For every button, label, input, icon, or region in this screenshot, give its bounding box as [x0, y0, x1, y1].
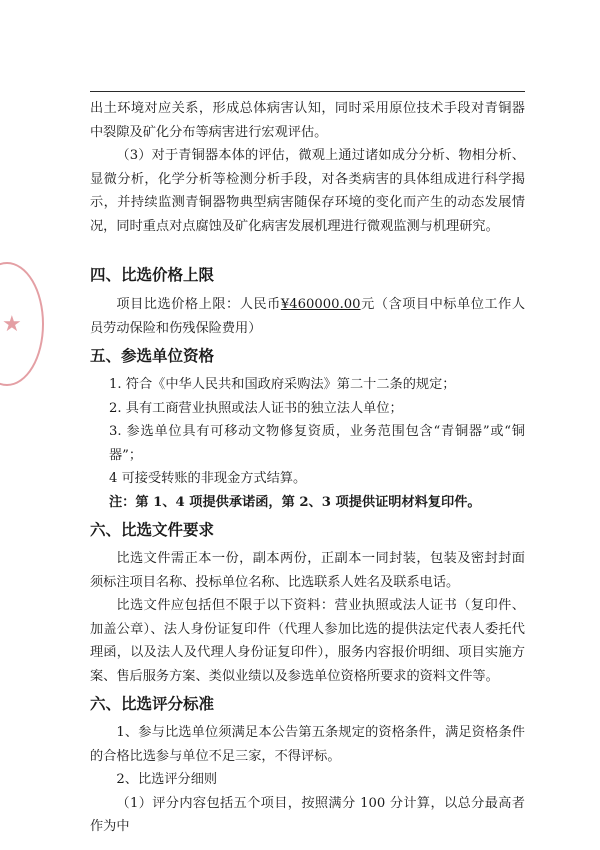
price-text-after: 元（含项目中标单位工作人员劳动保险和伤残保险费用） [90, 297, 526, 336]
document-body [90, 97, 525, 839]
qualification-item-2: 2. 具有工商营业执照或法人证书的独立法人单位； [109, 400, 403, 416]
section-qualification-title: 五、参选单位资格 [90, 347, 215, 365]
section-price-title: 四、比选价格上限 [90, 266, 215, 284]
scoring-item-2: 2、比选评分细则 [116, 772, 218, 787]
section-price-text [90, 293, 525, 340]
qualification-note: 注：第 1、4 项提供承诺函，第 2、3 项提供证明材料复印件。 [109, 494, 481, 510]
scoring-item-1: 1、参与比选单位须满足本公告第五条规定的资格条件，满足资格条件的合格比选参与单位不足三家，不得评标。 [90, 725, 525, 764]
qualification-item-3: 3. 参选单位具有可移动文物修复资质，业务范围包含“青铜器”或“铜器”； [109, 424, 525, 463]
section-docs-title: 六、比选文件要求 [90, 521, 215, 539]
qualification-item-4: 4 可接受转账的非现金方式结算。 [109, 471, 307, 486]
price-amount: ¥460000.00 [280, 297, 361, 312]
scoring-item-2-1: （1）评分内容包括五个项目，按照满分 100 分计算，以总分最高者作为中 [90, 795, 525, 834]
seal-star-icon: ★ [2, 312, 22, 337]
docs-para-2: 比选文件应包括但不限于以下资料：营业执照或法人证书（复印件、加盖公章）、法人身份证复印件（代理人参加比选的提供法定代表人委托代理函，以及法人及代理人身份证复印件），服务内容报价明细、项目实施方案、售后服务方案、类似业绩以及参选单位资格所要求的资料文件等。 [90, 598, 525, 684]
price-text-before: 项目比选价格上限：人民币 [116, 297, 281, 312]
intro-continuation: 出土环境对应关系，形成总体病害认知，同时采用原位技术手段对青铜器中裂隙及矿化分布等病害进行宏观评估。 [90, 101, 525, 140]
docs-para-1: 比选文件需正本一份，副本两份，正副本一同封装，包装及密封封面须标注项目名称、投标单位名称、比选联系人姓名及联系电话。 [90, 551, 525, 590]
qualification-item-1: 1. 符合《中华人民共和国政府采购法》第二十二条的规定； [109, 377, 456, 392]
section-scoring-title: 六、比选评分标准 [90, 695, 215, 713]
header-rule [90, 91, 525, 92]
intro-item-3: （3）对于青铜器本体的评估，微观上通过诸如成分分析、物相分析、显微分析，化学分析等检测分析手段，对各类病害的具体组成进行科学揭示，并持续监测青铜器物典型病害随保存环境的变化而产生的动态发展情况，同时重点对点腐蚀及矿化病害发展机理进行微观监测与机理研究。 [90, 148, 525, 234]
